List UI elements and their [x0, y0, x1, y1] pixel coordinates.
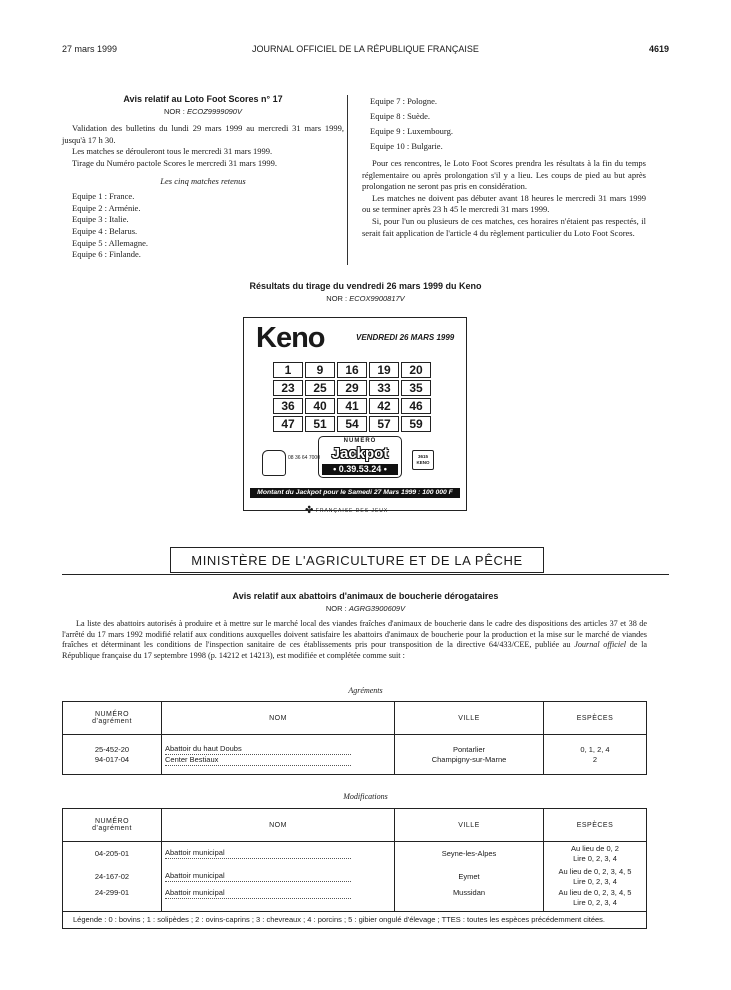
loto-nor: NOR : ECOZ9999090V: [164, 106, 242, 116]
keno-number: 29: [337, 380, 367, 396]
cell-nom: Abattoir municipal: [162, 842, 395, 866]
modifications-table: [62, 808, 647, 929]
loto-paragraph: Les matches se dérouleront tous le mercredi 31 mars 1999.: [72, 146, 273, 157]
keno-number: 36: [273, 398, 303, 414]
keno-number: 25: [305, 380, 335, 396]
cell-ville: Eymet: [395, 866, 544, 888]
team-item: Equipe 10 : Bulgarie.: [370, 141, 443, 151]
keno-draw-date: VENDREDI 26 MARS 1999: [356, 333, 455, 342]
cell-nom: Abattoir du haut Doubs Center Bestiaux: [162, 735, 395, 775]
col-numero: NUMÉRO d'agrément: [63, 809, 162, 842]
telephone-icon: [262, 450, 286, 476]
loto-paragraph: Les matches ne doivent pas débuter avant 18 heures le mercredi 31 mars 1999 ou se terminer après 23 h 45 le mercredi 31 mars 1999.: [362, 192, 646, 215]
keno-number: 41: [337, 398, 367, 414]
cell-numero: 24-299-01: [63, 888, 162, 912]
table-row: [63, 735, 647, 775]
col-especes: ESPÈCES: [544, 809, 647, 842]
header-page-number: 4619: [648, 44, 669, 54]
team-item: Equipe 2 : Arménie.: [72, 202, 141, 213]
phone-number: 08 36 64 7000: [288, 455, 320, 461]
col-nom: NOM: [162, 702, 395, 735]
ministry-name: MINISTÈRE DE L'AGRICULTURE ET DE LA PÊCHE: [191, 553, 523, 568]
loto-title: Avis relatif au Loto Foot Scores n° 17: [123, 94, 283, 104]
keno-number: 57: [369, 416, 399, 432]
keno-number: 35: [401, 380, 431, 396]
team-item: Equipe 4 : Belarus.: [72, 225, 138, 236]
header-journal: JOURNAL OFFICIEL DE LA RÉPUBLIQUE FRANÇAISE: [252, 44, 479, 54]
keno-number: 51: [305, 416, 335, 432]
fdj-name: FRANÇAISE DES JEUX: [315, 507, 389, 514]
table-row: [63, 866, 647, 888]
keno-number: 47: [273, 416, 303, 432]
cell-numero: 25-452-20 94-017-04: [63, 735, 162, 775]
col-especes: ESPÈCES: [544, 702, 647, 735]
minitel-icon: [412, 450, 434, 470]
jackpot-logo: Jackpot: [331, 445, 389, 462]
jackpot-box: [318, 436, 402, 478]
keno-number: 59: [401, 416, 431, 432]
keno-nor: NOR : ECOX9900817V: [326, 294, 405, 303]
team-item: Equipe 8 : Suède.: [370, 111, 430, 121]
keno-number: 40: [305, 398, 335, 414]
table-row: [63, 888, 647, 912]
keno-number: 33: [369, 380, 399, 396]
keno-number: 23: [273, 380, 303, 396]
loto-column-left: [62, 94, 344, 261]
keno-number: 9: [305, 362, 335, 378]
keno-number: 46: [401, 398, 431, 414]
loto-paragraph: Validation des bulletins du lundi 29 mars 1999 au mercredi 31 mars 1999, jusqu'à 17 h 30.: [62, 123, 344, 145]
team-item: Equipe 6 : Finlande.: [72, 249, 141, 260]
cell-especes: 0, 1, 2, 4 2: [544, 735, 647, 775]
abattoirs-nor: NOR : AGRG3900609V: [325, 604, 406, 613]
cell-especes: Au lieu de 0, 2, 3, 4, 5 Lire 0, 2, 3, 4: [544, 888, 647, 912]
modifications-caption: Modifications: [343, 792, 388, 801]
keno-number: 19: [369, 362, 399, 378]
col-ville: VILLE: [395, 702, 544, 735]
col-ville: VILLE: [395, 809, 544, 842]
keno-number: 16: [337, 362, 367, 378]
team-item: Equipe 7 : Pologne.: [370, 96, 438, 106]
cell-especes: Au lieu de 0, 2 Lire 0, 2, 3, 4: [544, 842, 647, 866]
loto-paragraph: Pour ces rencontres, le Loto Foot Scores prendra les résultats à la fin du temps réglementaire ou après prolongation s'il y a lieu. Les coups de pied au but après prolongation ne seront pas pris en considération.: [362, 158, 646, 192]
header-date: 27 mars 1999: [62, 44, 118, 54]
agrements-caption-wrap: [62, 686, 669, 698]
team-item: Equipe 3 : Italie.: [72, 214, 129, 225]
cell-ville: Mussidan: [395, 888, 544, 912]
loto-subheading: Les cinq matches retenus: [160, 175, 246, 186]
jackpot-label: NUMERO: [343, 438, 377, 444]
keno-logo: Keno: [256, 322, 325, 354]
abattoirs-title: Avis relatif aux abattoirs d'animaux de boucherie dérogataires: [232, 591, 499, 601]
cell-numero: 24-167-02: [63, 866, 162, 888]
agrements-caption: Agréments: [348, 686, 383, 695]
team-item: Equipe 5 : Allemagne.: [72, 237, 149, 248]
cell-nom: Abattoir municipal: [162, 888, 395, 912]
loto-paragraph: Tirage du Numéro pactole Scores le mercredi 31 mars 1999.: [72, 157, 278, 168]
ministry-box: [170, 547, 544, 573]
team-item: Equipe 9 : Luxembourg.: [370, 126, 453, 136]
keno-number: 54: [337, 416, 367, 432]
page-header: [62, 44, 669, 58]
keno-title: Résultats du tirage du vendredi 26 mars 1999 du Keno: [249, 281, 482, 291]
clover-icon: ✤: [305, 505, 314, 516]
column-divider: [347, 95, 348, 265]
cell-numero: 04-205-01: [63, 842, 162, 866]
keno-number: 1: [273, 362, 303, 378]
modifications-caption-wrap: [62, 792, 669, 804]
fdj-footer: [305, 505, 388, 516]
cell-especes: Au lieu de 0, 2, 3, 4, 5 Lire 0, 2, 3, 4: [544, 866, 647, 888]
keno-number: 42: [369, 398, 399, 414]
col-nom: NOM: [162, 809, 395, 842]
cell-ville: Seyne-les-Alpes: [395, 842, 544, 866]
ministry-rule: [62, 574, 669, 575]
minitel-text: 3615 KENO: [416, 454, 430, 465]
agrements-table: [62, 701, 647, 775]
col-numero: NUMÉRO d'agrément: [63, 702, 162, 735]
team-item: Equipe 1 : France.: [72, 191, 135, 202]
jackpot-amount-band: Montant du Jackpot pour le Samedi 27 Mars 1999 : 100 000 F: [250, 488, 460, 498]
keno-results-image: [243, 317, 467, 511]
cell-ville: Pontarlier Champigny-sur-Marne: [395, 735, 544, 775]
table-row: [63, 842, 647, 866]
keno-number: 20: [401, 362, 431, 378]
cell-nom: Abattoir municipal: [162, 866, 395, 888]
abattoirs-intro: La liste des abattoirs autorisés à produire et à mettre sur le marché local des viandes fraîches d'animaux de boucherie dans le cadre des dispositions des articles 37 et 38 de l'arrêté du 17 mars 1992 modifié relatif aux conditions auxquelles doivent satisfaire les abattoirs d'animaux de boucherie pour la production et la mise sur le marché de viandes fraîches et déterminant les conditions de l'inspection sanitaire de ces établissements pris pour transposition de la directive 64/433/CEE, publiée au Journal officiel de la République française du 17 septembre 1998 (p. 14212 et 14213), est modifiée et complétée comme suit :: [62, 619, 647, 660]
jackpot-number: • 0.39.53.24 •: [322, 464, 398, 475]
loto-paragraph: Si, pour l'un ou plusieurs de ces matches, ces horaires n'étaient pas respectés, il serait fait application de l'article 4 du règlement particulier du Loto Foot Scores.: [362, 215, 646, 238]
loto-column-right: [362, 94, 646, 239]
legend: Légende : 0 : bovins ; 1 : solipèdes ; 2 : ovins-caprins ; 3 : chevreaux ; 4 : porcins ; 5 : gibier ongulé d'élevage ; TTES : toutes les espèces précédemment citées.: [63, 912, 647, 929]
